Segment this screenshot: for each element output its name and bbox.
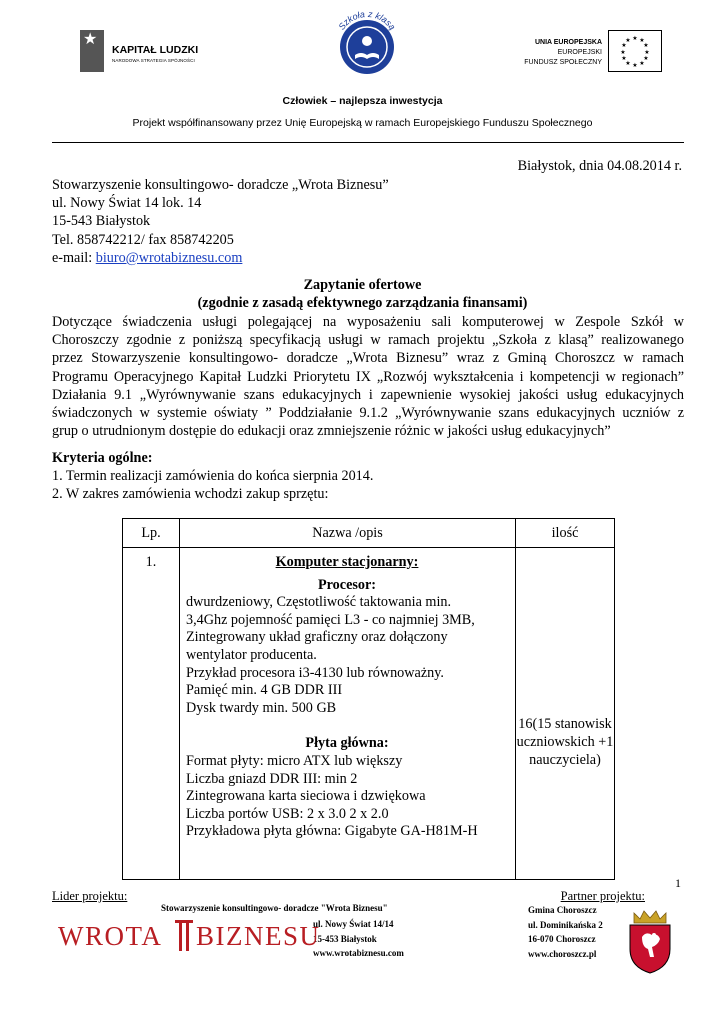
page-number: 1	[675, 876, 681, 890]
partner-label: Partner projektu:	[560, 889, 645, 903]
header-name: Nazwa /opis	[179, 518, 516, 548]
processor-heading: Procesor:	[317, 576, 377, 593]
intro-line: Programu Operacyjnego Kapitał Ludzki Priorytetu IX „Rozwój wykształcenia i kompetencji w regionach”	[52, 368, 684, 385]
criteria-section	[52, 449, 373, 503]
row-qty	[516, 715, 614, 769]
criteria-heading: Kryteria ogólne:	[52, 450, 153, 466]
leader-name: Stowarzyszenie konsultingowo- doradcze "Wrota Biznesu"	[161, 903, 388, 913]
project-cofinancing-line: Projekt współfinansowany przez Unię Europejską w ramach Europejskiego Funduszu Społecznego	[132, 117, 593, 129]
sender-phone: Tel. 858742212/ fax 858742205	[52, 231, 234, 248]
board-line: Liczba portów USB: 2 x 3.0 2 x 2.0	[186, 805, 389, 822]
eu-logo-line2: EUROPEJSKI	[557, 49, 602, 56]
partner-line: ul. Dominikańska 2	[528, 919, 603, 930]
board-line: Przykładowa płyta główna: Gigabyte GA-H81M-H	[186, 823, 478, 840]
processor-line: Przykład procesora i3-4130 lub równoważny.	[186, 664, 444, 681]
choroszcz-coat-of-arms-icon	[624, 905, 676, 975]
svg-text:★: ★	[625, 37, 631, 44]
qty-line: uczniowskich +1	[516, 734, 614, 750]
processor-line: Dysk twardy min. 500 GB	[186, 699, 337, 716]
document-title: Zapytanie ofertowe	[303, 277, 422, 293]
processor-line: 3,4Ghz pojemność pamięci L3 - co najmniej 3MB,	[186, 611, 475, 628]
szkola-emblem-icon	[327, 5, 407, 85]
intro-line: Dotyczące świadczenia usługi polegającej na wyposażeniu sali komputerowej w Zespole Szkół w	[52, 314, 684, 330]
svg-text:★: ★	[621, 42, 627, 49]
document-subtitle: (zgodnie z zasadą efektywnego zarządzania finansami)	[197, 295, 528, 311]
eu-logo-line3: FUNDUSZ SPOŁECZNY	[524, 59, 602, 66]
processor-line: wentylator producenta.	[186, 646, 317, 663]
eu-logo	[510, 30, 662, 74]
row-lp: 1.	[145, 554, 157, 570]
svg-text:★: ★	[632, 62, 638, 69]
criteria-item: 2. W zakres zamówienia wchodzi zakup sprzętu:	[52, 486, 329, 502]
svg-text:★: ★	[639, 37, 645, 44]
svg-text:★: ★	[643, 55, 649, 62]
svg-text:★: ★	[620, 49, 626, 56]
motto: Człowiek – najlepsza inwestycja	[282, 95, 443, 107]
header-divider	[52, 142, 684, 143]
sender-name: Stowarzyszenie konsultingowo- doradcze „Wrota Biznesu”	[52, 177, 389, 193]
svg-text:★: ★	[644, 49, 650, 56]
sender-email-line	[52, 249, 389, 267]
row-qty-cell	[515, 547, 615, 880]
leader-address	[313, 917, 404, 961]
intro-line: grup o utrudnionym dostępie do edukacji oraz zmniejszenie różnic w jakości usług edukacyjnych”	[52, 423, 611, 440]
board-line: Liczba gniazd DDR III: min 2	[186, 770, 358, 787]
board-heading: Płyta główna:	[305, 735, 389, 752]
criteria-item: 1. Termin realizacji zamówienia do końca sierpnia 2014.	[52, 468, 374, 484]
sender-email-label: e-mail:	[52, 249, 96, 266]
intro-paragraph	[52, 313, 684, 440]
processor-line: Pamięć min. 4 GB DDR III	[186, 682, 343, 699]
leader-address-line: 15-453 Białystok	[313, 933, 377, 944]
qty-line: nauczyciela)	[529, 752, 601, 768]
equipment-table	[122, 518, 615, 880]
szkola-z-klasa-logo	[327, 5, 407, 85]
processor-line: dwurdzeniowy, Częstotliwość taktowania min.	[186, 594, 452, 611]
kapital-ludzki-title: KAPITAŁ LUDZKI	[112, 44, 199, 56]
partner-line: Gmina Choroszcz	[528, 905, 597, 915]
board-line: Format płyty: micro ATX lub większy	[186, 752, 403, 769]
partner-line: 16-070 Choroszcz	[528, 934, 596, 944]
letter-date: Białystok, dnia 04.08.2014 r.	[517, 158, 682, 174]
header-qty: ilość	[515, 518, 615, 548]
leader-address-line: www.wrotabiznesu.com	[313, 948, 404, 958]
intro-line: przez Stowarzyszenie konsultingowo- doradcze „Wrota Biznesu” wraz z Gminą Choroszcz w ramach	[52, 350, 684, 367]
sender-address	[52, 176, 389, 267]
leader-label: Lider projektu:	[52, 889, 128, 903]
item-title: Komputer stacjonarny:	[275, 554, 419, 570]
eu-flag-icon	[608, 30, 662, 72]
intro-line: Choroszczy zgodnie z poniższą specyfikacją usługi w ramach projektu „Szkoła z klasą” realizowanego	[52, 332, 684, 349]
wrota-logo-text: WROTA	[58, 921, 163, 951]
kapital-ludzki-logo	[80, 30, 215, 72]
svg-text:★: ★	[621, 55, 627, 62]
sender-street: ul. Nowy Świat 14 lok. 14	[52, 195, 202, 212]
partner-line: www.choroszcz.pl	[528, 948, 597, 959]
szkola-logo-text: Szkoła z klasą	[336, 8, 398, 32]
sender-city: 15-543 Białystok	[52, 213, 151, 230]
svg-text:★: ★	[632, 35, 638, 42]
eu-logo-line1: UNIA EUROPEJSKA	[534, 39, 602, 46]
wrota-biznesu-logo	[58, 918, 321, 952]
processor-line: Zintegrowany układ graficzny oraz dołączony	[186, 629, 448, 646]
partner-address	[528, 903, 603, 961]
kapital-ludzki-flag-icon: ★	[80, 30, 104, 72]
svg-text:★: ★	[625, 60, 631, 67]
intro-line: Działania 9.1 „Wyrównywanie szans edukacyjnych i zapewnienie wysokiej jakości usług edukacyjnych	[52, 386, 684, 403]
qty-line: 16(15 stanowisk	[518, 716, 612, 732]
leader-address-line: ul. Nowy Świat 14/14	[313, 919, 394, 929]
svg-text:★: ★	[643, 42, 649, 49]
row-name-cell	[179, 547, 516, 880]
biznesu-logo-text: BIZNESU	[196, 921, 321, 951]
header-lp: Lp.	[122, 518, 180, 548]
sender-email-link[interactable]: biuro@wrotabiznesu.com	[95, 249, 243, 266]
intro-line: świadczonych w systemie oświaty ” Poddziałanie 9.1.2 „Wyrównywanie szans edukacyjnych uczniów z	[52, 404, 684, 421]
board-line: Zintegrowana karta sieciowa i dzwiękowa	[186, 788, 426, 805]
row-lp-cell	[122, 547, 180, 880]
svg-text:★: ★	[639, 60, 645, 67]
kapital-ludzki-subtitle: NARODOWA STRATEGIA SPÓJNOŚCI	[112, 58, 195, 63]
gate-icon	[174, 918, 194, 952]
